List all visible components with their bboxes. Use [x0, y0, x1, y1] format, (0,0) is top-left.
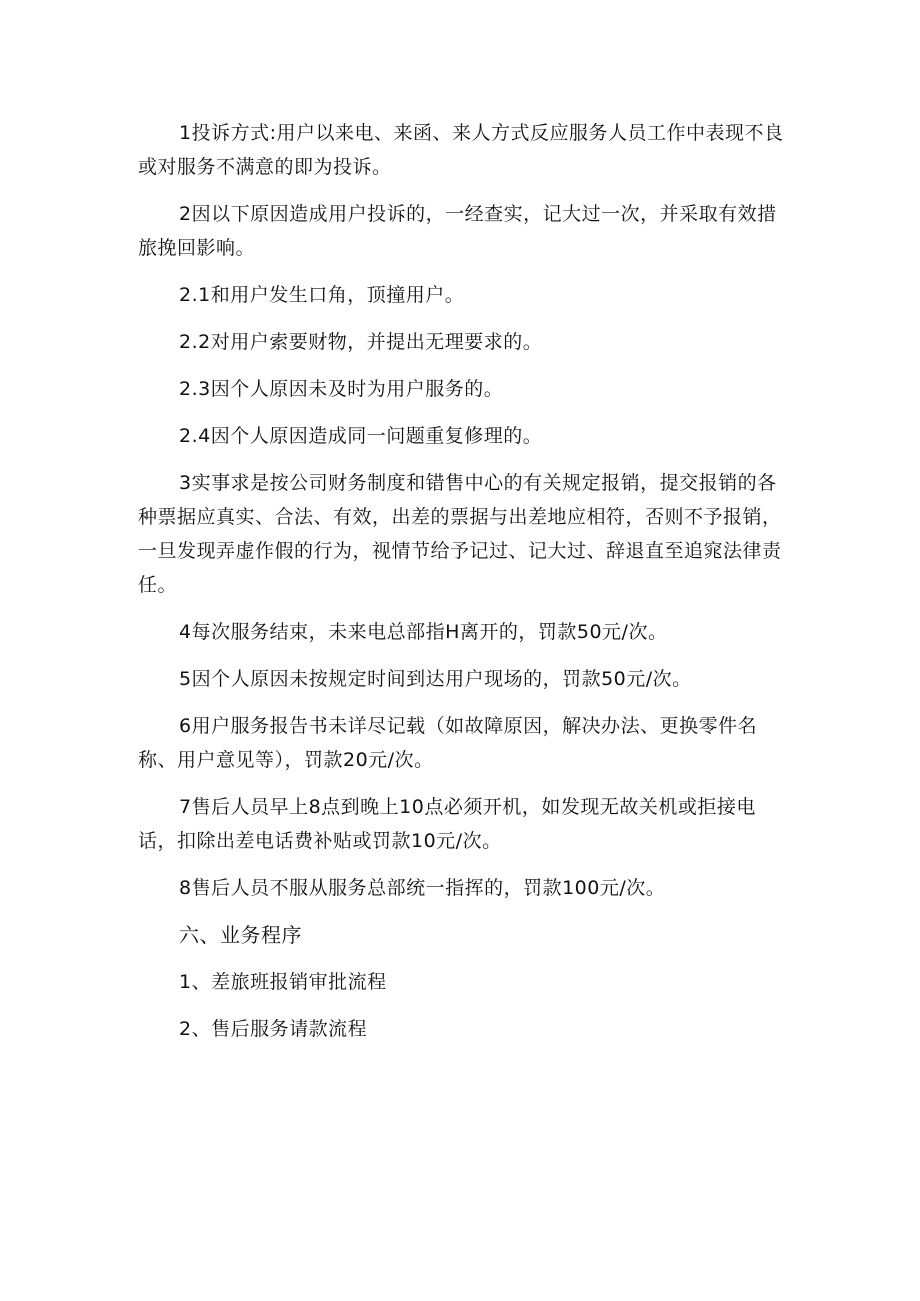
- procedure-item-travel-reimbursement: 1、差旅班报销审批流程: [179, 971, 387, 993]
- section-heading-business-procedures: 六、业务程序: [179, 923, 302, 947]
- paragraph-item-2-1: 2.1和用户发生口角，顶撞用户。: [179, 284, 465, 306]
- paragraph-rule-7: 7售后人员早上8点到晚上10点必须开机，如发现无故关机或拒接电话，扣除出差电话费补贴或罚款10元/次。: [138, 796, 756, 852]
- paragraph-complaint-penalty: 2因以下原因造成用户投诉的，一经查实，记大过一次，并采取有效措旅挽回影响。: [138, 203, 777, 259]
- paragraph-rule-6: 6用户服务报告书未详尽记载（如故障原因，解决办法、更换零件名称、用户意见等），罚款20元/次。: [138, 715, 758, 771]
- procedure-item-after-sales-payment: 2、售后服务请款流程: [179, 1018, 368, 1040]
- paragraph-complaint-definition: 1投诉方式:用户以来电、来函、来人方式反应服务人员工作中表现不良或对服务不满意的即为投诉。: [138, 122, 784, 178]
- paragraph-item-2-2: 2.2对用户索要财物，并提出无理要求的。: [179, 331, 543, 353]
- paragraph-rule-8: 8售后人员不服从服务总部统一指挥的，罚款100元/次。: [179, 877, 666, 899]
- paragraph-reimbursement-rules: 3实事求是按公司财务制度和错售中心的有关规定报销，提交报销的各种票据应真实、合法、有效，出差的票据与出差地应相符，否则不予报销，一旦发现弄虚作假的行为，视情节给予记过、记大过、辞退直至追窕法律责任。: [138, 472, 782, 596]
- document-body: [138, 116, 788, 1059]
- paragraph-rule-4: 4每次服务结束，未来电总部指H离开的，罚款50元/次。: [179, 621, 668, 643]
- paragraph-item-2-3: 2.3因个人原因未及时为用户服务的。: [179, 378, 504, 400]
- paragraph-item-2-4: 2.4因个人原因造成同一问题重复修理的。: [179, 425, 543, 447]
- paragraph-rule-5: 5因个人原因未按规定时间到达用户现场的，罚款50元/次。: [179, 668, 692, 690]
